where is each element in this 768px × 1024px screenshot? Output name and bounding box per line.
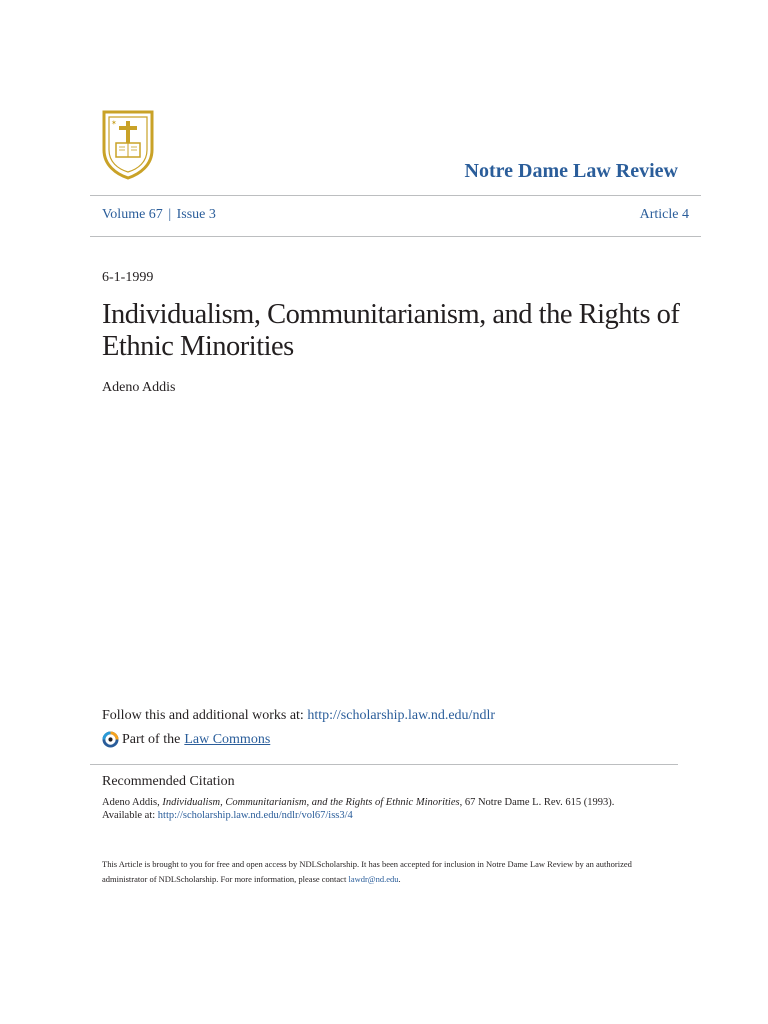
follow-label: Follow this and additional works at: <box>102 708 304 723</box>
citation-body <box>102 796 702 822</box>
citation-url-link[interactable]: http://scholarship.law.nd.edu/ndlr/vol67/iss3/4 <box>157 810 353 821</box>
part-of-label: Part of the <box>122 731 181 747</box>
citation-heading: Recommended Citation <box>102 774 235 789</box>
svg-text:✶: ✶ <box>111 119 117 127</box>
header-divider-bottom <box>90 236 701 237</box>
university-crest-logo <box>102 110 154 180</box>
header-divider-top <box>90 195 701 196</box>
author-name: Adeno Addis <box>102 380 176 395</box>
notice-period: . <box>398 874 401 884</box>
law-commons-link[interactable]: Law Commons <box>184 731 271 747</box>
citation-author: Adeno Addis, <box>102 797 160 808</box>
citation-source: , 67 Notre Dame L. Rev. 615 (1993). <box>459 797 615 808</box>
citation-divider <box>90 764 678 765</box>
citation-title: Individualism, Communitarianism, and the Rights of Ethnic Minorities <box>162 797 460 808</box>
follow-line <box>102 708 495 724</box>
volume-issue-breadcrumb <box>102 207 216 223</box>
part-of-line <box>102 731 270 748</box>
repository-link[interactable]: http://scholarship.law.nd.edu/ndlr <box>307 708 496 723</box>
article-number-link[interactable]: Article 4 <box>639 207 689 222</box>
citation-available-label: Available at: <box>102 810 156 821</box>
issue-link[interactable]: Issue 3 <box>176 207 216 222</box>
volume-link[interactable]: Volume 67 <box>102 207 163 222</box>
commons-network-icon <box>102 731 119 748</box>
open-access-notice <box>102 857 662 887</box>
notice-text: This Article is brought to you for free and open access by NDLScholarship. It has been accepted for inclusion in Notre Dame Law Review by an authorized administrator of NDLScholarship. For more information, please contact <box>102 859 632 884</box>
publication-date: 6-1-1999 <box>102 270 154 285</box>
journal-title-link[interactable]: Notre Dame Law Review <box>464 160 678 182</box>
breadcrumb-separator: | <box>168 207 172 222</box>
article-title: Individualism, Communitarianism, and the Rights of Ethnic Minorities <box>102 299 680 362</box>
contact-email-link[interactable]: lawdr@nd.edu <box>348 874 399 884</box>
